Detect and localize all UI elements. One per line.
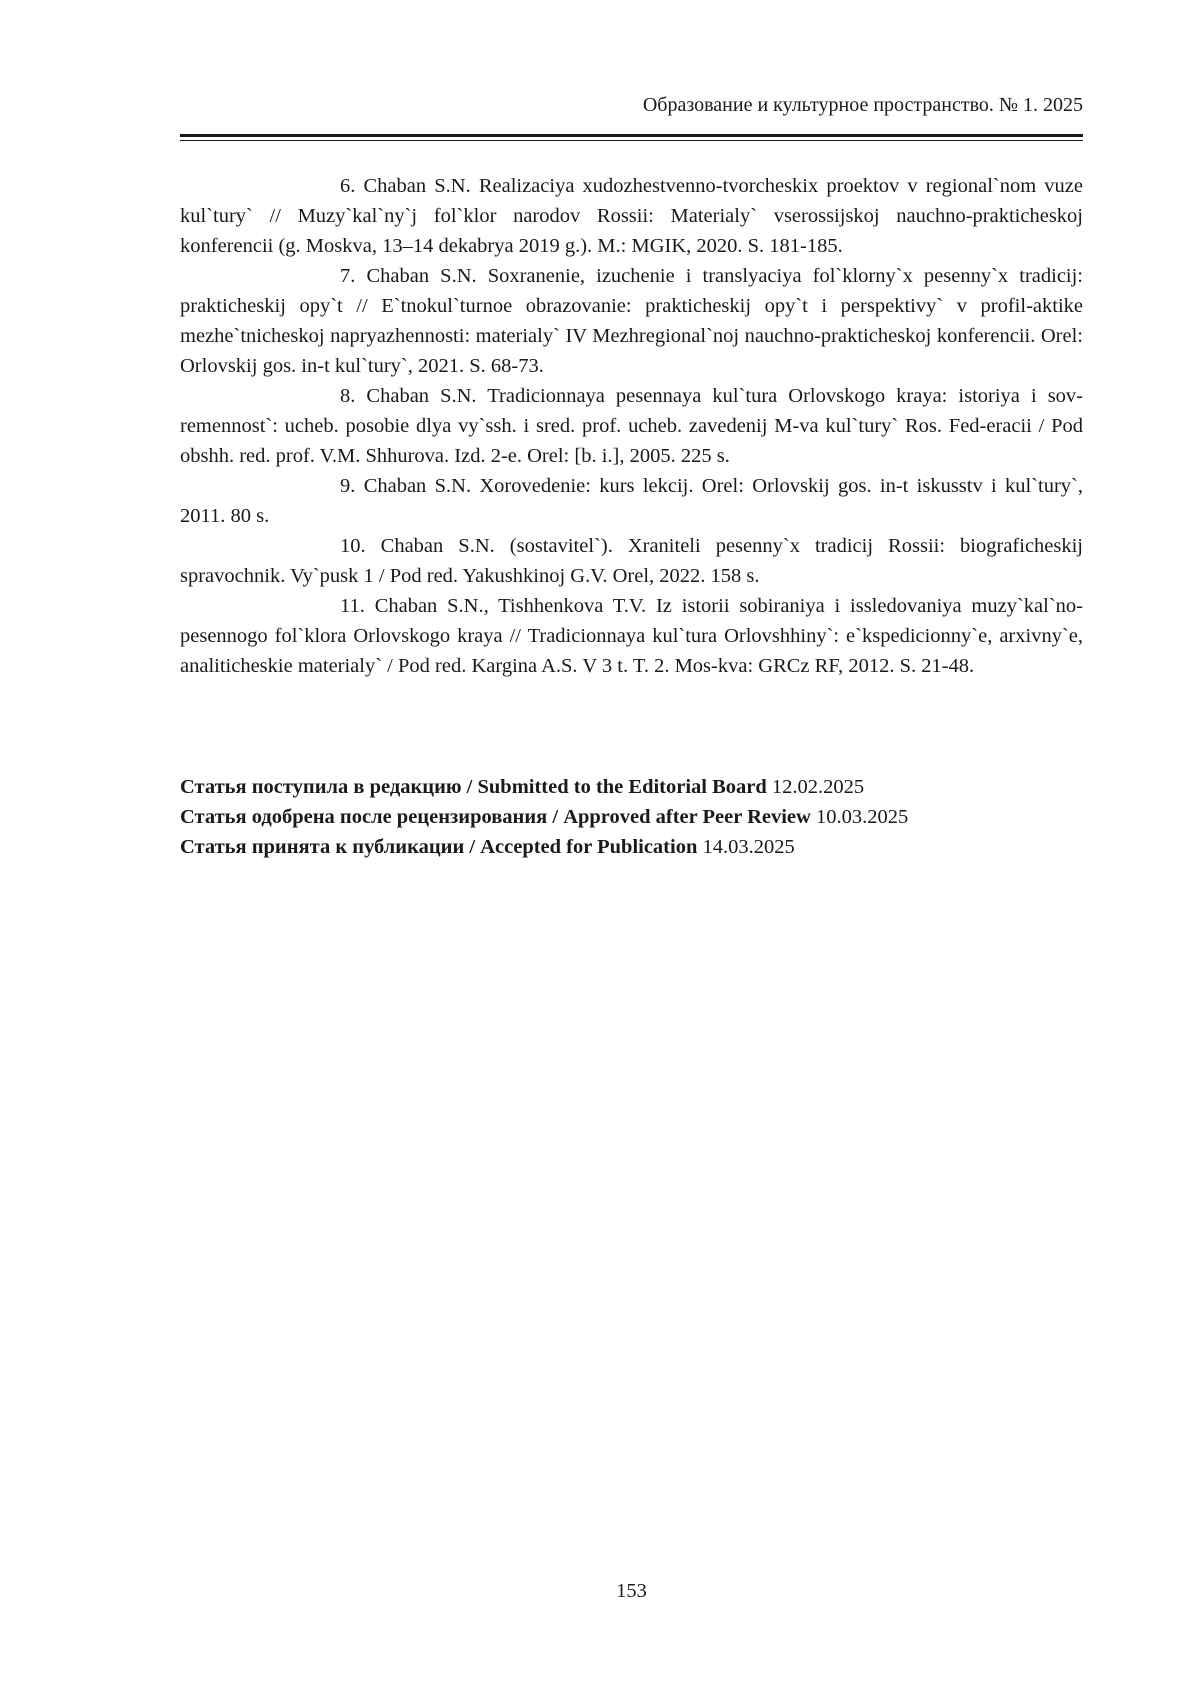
reference-number: 9.: [340, 475, 356, 497]
reference-item-11: [180, 591, 1083, 681]
header-rule-thick: [180, 134, 1083, 137]
reference-item-8: [180, 381, 1083, 471]
accepted-label: Статья принята к публикации / Accepted for Publication: [180, 836, 698, 858]
submitted-label: Статья поступила в редакцию / Submitted to the Editorial Board: [180, 776, 767, 798]
reference-item-10: [180, 531, 1083, 591]
reference-item-6: [180, 171, 1083, 261]
reference-text: Chaban S.N. Tradicionnaya pesennaya kul`tura Orlovskogo kraya: istoriya i sov-remennost`: ucheb. posobie dlya vy`ssh. i sred. prof. ucheb. zavedenij M-va kul`tury` Ros. Fed-eracii / Pod obshh. red. prof. V.M. Shhurova. Izd. 2-e. Orel: [b. i.], 2005. 225 s.: [180, 385, 1083, 467]
accepted-date-line: [180, 832, 1083, 862]
reference-number: 11.: [340, 595, 365, 617]
reference-number: 7.: [340, 265, 356, 287]
submitted-date: 12.02.2025: [771, 776, 865, 798]
reference-text: Chaban S.N. Soxranenie, izuchenie i translyaciya fol`klorny`x pesenny`x tradicij: prakticheskij opy`t // E`tnokul`turnoe obrazovanie: prakticheskij opy`t i perspektivy` v profil-aktike mezhe`tnicheskoj napryazhennosti: materialy` IV Mezhregional`noj nauchno-prakticheskoj konferencii. Orel: Orlovskij gos. in-t kul`tury`, 2021. S. 68-73.: [180, 265, 1084, 377]
approved-date-line: [180, 802, 1083, 832]
reference-text: Chaban S.N. Realizaciya xudozhestvenno-tvorcheskix proektov v regional`nom vuze kul`tury` // Muzy`kal`ny`j fol`klor narodov Rossii: Materialy` vserossijskoj nauchno-prakticheskoj konferencii (g. Moskva, 13–14 dekabrya 2019 g.). M.: MGIK, 2020. S. 181-185.: [180, 175, 1083, 257]
reference-text: Chaban S.N. (sostavitel`). Xraniteli pesenny`x tradicij Rossii: biograficheskij spravochnik. Vy`pusk 1 / Pod red. Yakushkinoj G.V. Orel, 2022. 158 s.: [180, 535, 1084, 587]
submitted-date-line: [180, 772, 1083, 802]
approved-date: 10.03.2025: [815, 806, 909, 828]
reference-number: 6.: [340, 175, 356, 197]
reference-item-7: [180, 261, 1083, 381]
page-number: 153: [616, 1580, 647, 1602]
reference-text: Chaban S.N. Xorovedenie: kurs lekcij. Orel: Orlovskij gos. in-t iskusstv i kul`tury`, 2011. 80 s.: [180, 475, 1084, 527]
reference-list: [180, 171, 1083, 681]
reference-item-9: [180, 471, 1083, 531]
header-rule-thin: [180, 140, 1083, 141]
approved-label: Статья одобрена после рецензирования / Approved after Peer Review: [180, 806, 811, 828]
reference-text: Chaban S.N., Tishhenkova T.V. Iz istorii sobiraniya i issledovaniya muzy`kal`no-pesennogo fol`klora Orlovskogo kraya // Tradicionnaya kul`tura Orlovshhiny`: e`kspedicionny`e, arxivny`e, analiticheskie materialy` / Pod red. Kargina A.S. V 3 t. T. 2. Mos-kva: GRCz RF, 2012. S. 21-48.: [180, 595, 1083, 677]
article-dates: [180, 772, 1083, 862]
reference-number: 10.: [340, 535, 366, 557]
accepted-date: 14.03.2025: [702, 836, 795, 858]
reference-number: 8.: [340, 385, 356, 407]
running-header: Образование и культурное пространство. № 1. 2025: [642, 94, 1083, 116]
